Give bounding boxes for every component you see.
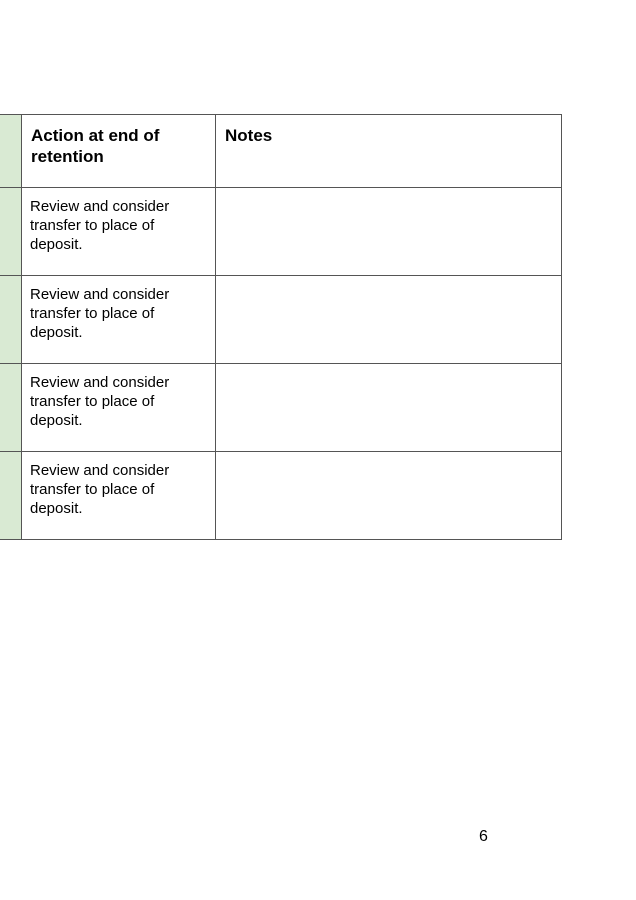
table-row bbox=[0, 276, 562, 364]
notes-text bbox=[216, 452, 561, 461]
table-row bbox=[0, 188, 562, 276]
retention-table bbox=[0, 114, 562, 540]
table-header-row bbox=[0, 115, 562, 188]
header-action-cell bbox=[22, 115, 216, 188]
table-row bbox=[0, 364, 562, 452]
notes-text bbox=[216, 276, 561, 285]
green-column-cell bbox=[0, 364, 22, 452]
green-column-cell bbox=[0, 188, 22, 276]
action-text: Review and consider transfer to place of deposit. bbox=[30, 198, 170, 253]
green-column-cell bbox=[0, 276, 22, 364]
table-row bbox=[0, 452, 562, 540]
notes-cell bbox=[216, 188, 562, 276]
notes-cell bbox=[216, 276, 562, 364]
notes-text bbox=[216, 188, 561, 197]
action-text: Review and consider transfer to place of deposit. bbox=[30, 286, 170, 341]
header-action-label: Action at end of retention bbox=[31, 126, 160, 166]
notes-cell bbox=[216, 452, 562, 540]
green-column-cell bbox=[0, 452, 22, 540]
action-cell bbox=[22, 188, 216, 276]
action-text: Review and consider transfer to place of deposit. bbox=[30, 374, 170, 429]
header-notes-cell bbox=[216, 115, 562, 188]
action-text: Review and consider transfer to place of deposit. bbox=[30, 462, 170, 517]
notes-cell bbox=[216, 364, 562, 452]
green-column-cell bbox=[0, 115, 22, 188]
action-cell bbox=[22, 364, 216, 452]
action-cell bbox=[22, 276, 216, 364]
page-number: 6 bbox=[479, 828, 488, 845]
action-cell bbox=[22, 452, 216, 540]
notes-text bbox=[216, 364, 561, 373]
header-notes-label: Notes bbox=[225, 126, 273, 145]
